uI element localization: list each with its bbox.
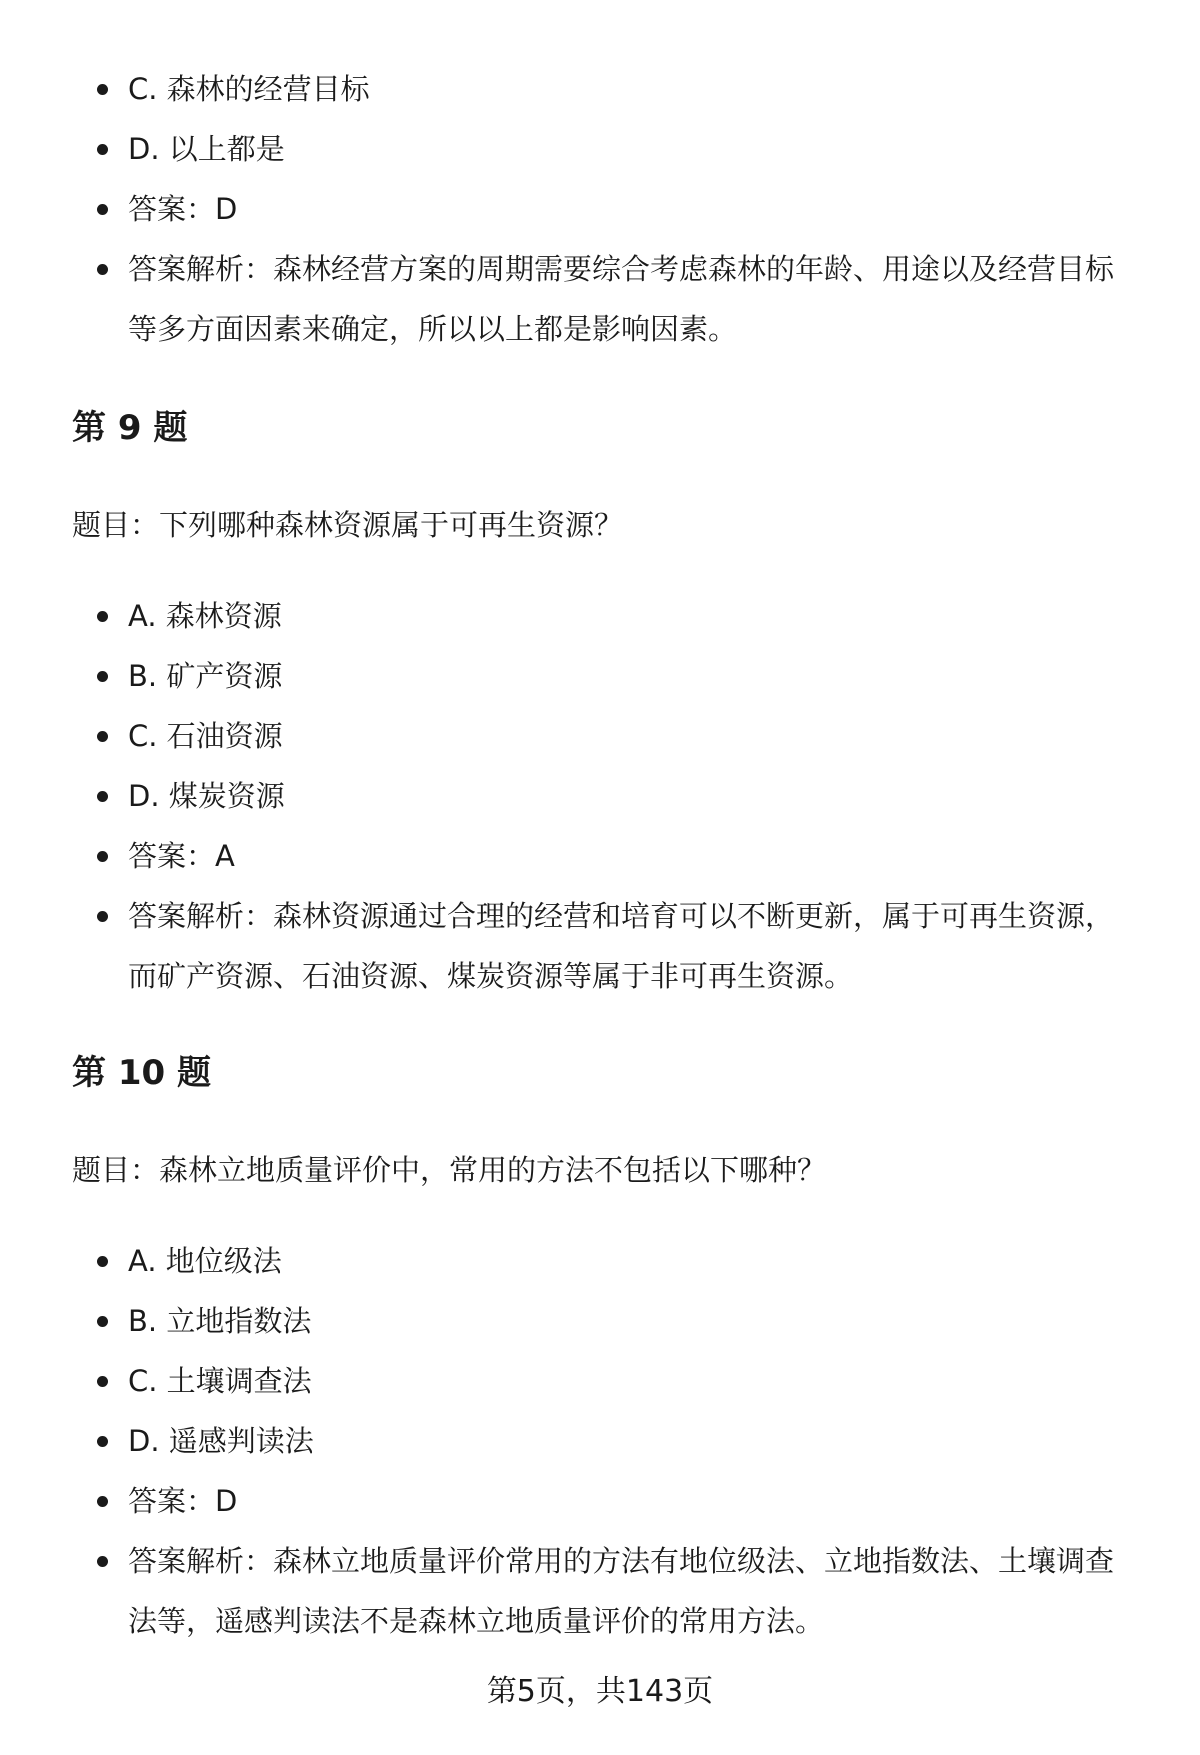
option-item — [0, 1411, 1200, 1471]
answer-text: 答案：A — [128, 839, 235, 873]
question-9-list — [0, 586, 1200, 1006]
option-text: B. 立地指数法 — [128, 1304, 312, 1338]
option-text: D. 遥感判读法 — [128, 1424, 314, 1458]
question-text: 题目：森林立地质量评价中，常用的方法不包括以下哪种？ — [72, 1153, 827, 1187]
answer-text: 答案：D — [128, 1484, 238, 1518]
bullet-dot — [97, 144, 108, 155]
question-title: 第 10 题 — [72, 1053, 211, 1093]
option-item — [0, 766, 1200, 826]
answer-text: 答案：D — [128, 192, 238, 226]
explanation-text: 答案解析：森林立地质量评价常用的方法有地位级法、立地指数法、土壤调查法等，遥感判读法不是森林立地质量评价的常用方法。 — [128, 1544, 1115, 1638]
option-text: D. 以上都是 — [128, 132, 285, 166]
answer-item — [0, 826, 1200, 886]
bullet-dot — [97, 731, 108, 742]
option-text: A. 地位级法 — [128, 1244, 282, 1278]
bullet-dot — [97, 1436, 108, 1447]
option-text: B. 矿产资源 — [128, 659, 283, 693]
option-item — [0, 119, 1200, 179]
explanation-text: 答案解析：森林经营方案的周期需要综合考虑森林的年龄、用途以及经营目标等多方面因素来确定，所以以上都是影响因素。 — [128, 252, 1115, 346]
bullet-dot — [97, 1256, 108, 1267]
answer-item — [0, 179, 1200, 239]
bullet-dot — [97, 911, 108, 922]
bullet-dot — [97, 84, 108, 95]
option-text: C. 石油资源 — [128, 719, 283, 753]
question-10-list — [0, 1231, 1200, 1651]
option-item — [0, 586, 1200, 646]
bullet-dot — [97, 611, 108, 622]
option-item — [0, 706, 1200, 766]
question-text: 题目：下列哪种森林资源属于可再生资源？ — [72, 508, 624, 542]
question-9-block — [0, 586, 1200, 1006]
question-10-block — [0, 1231, 1200, 1651]
answer-item — [0, 1471, 1200, 1531]
option-item — [0, 1291, 1200, 1351]
bullet-dot — [97, 1376, 108, 1387]
option-text: C. 土壤调查法 — [128, 1364, 312, 1398]
page-number-footer: 第5页，共143页 — [486, 1674, 714, 1709]
option-text: C. 森林的经营目标 — [128, 72, 370, 106]
explanation-item — [0, 1531, 1200, 1651]
explanation-text: 答案解析：森林资源通过合理的经营和培育可以不断更新，属于可再生资源，而矿产资源、石油资源、煤炭资源等属于非可再生资源。 — [128, 899, 1115, 993]
bullet-dot — [97, 851, 108, 862]
bullet-dot — [97, 204, 108, 215]
question-title: 第 9 题 — [72, 408, 188, 448]
bullet-dot — [97, 1556, 108, 1567]
prev-question-list — [0, 59, 1200, 359]
bullet-dot — [97, 671, 108, 682]
prev-question-block — [0, 59, 1200, 359]
option-text: A. 森林资源 — [128, 599, 282, 633]
option-text: D. 煤炭资源 — [128, 779, 285, 813]
option-item — [0, 1231, 1200, 1291]
bullet-dot — [97, 791, 108, 802]
option-item — [0, 646, 1200, 706]
bullet-dot — [97, 1496, 108, 1507]
option-item — [0, 59, 1200, 119]
bullet-dot — [97, 1316, 108, 1327]
bullet-dot — [97, 264, 108, 275]
option-item — [0, 1351, 1200, 1411]
explanation-item — [0, 239, 1200, 359]
explanation-item — [0, 886, 1200, 1006]
